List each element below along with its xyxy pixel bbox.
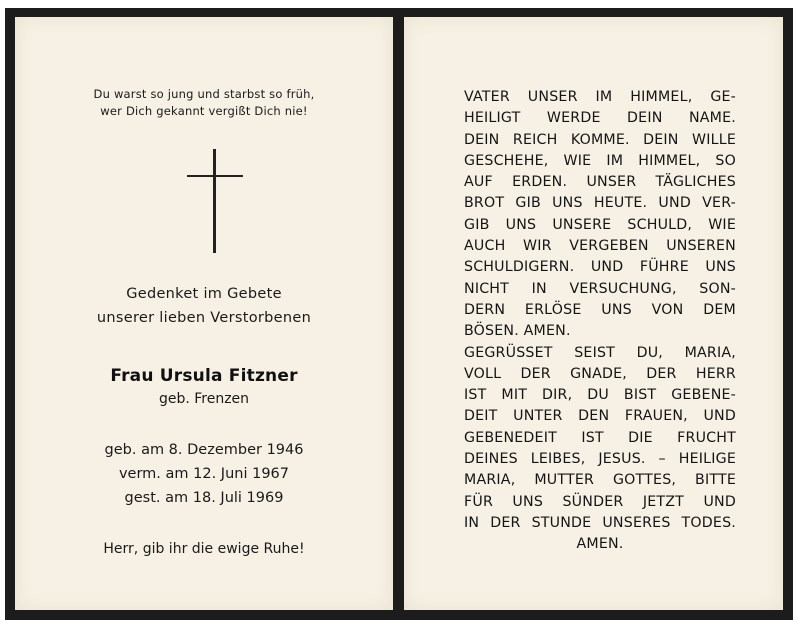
remembrance-line: Gedenket im Gebete	[126, 286, 282, 302]
prayer-line: MARIA, MUTTER GOTTES, BITTE	[464, 472, 736, 489]
prayer-line: AUF ERDEN. UNSER TÄGLICHES	[464, 174, 736, 191]
prayer-line: DEIT UNTER DEN FRAUEN, UND	[464, 408, 736, 425]
prayer-line: DERN ERLÖSE UNS VON DEM	[464, 301, 736, 318]
deceased-name: Frau Ursula Fitzner	[110, 366, 298, 386]
epigraph-line: Du warst so jung und starbst so früh,	[93, 87, 315, 101]
left-panel	[15, 17, 393, 610]
prayer-line: DEINES LEIBES, JESUS. – HEILIGE	[464, 451, 736, 468]
prayer-line: IST MIT DIR, DU BIST GEBENE-	[464, 387, 736, 404]
prayer-line: VATER UNSER IM HIMMEL, GE-	[464, 89, 736, 105]
prayer-text	[464, 87, 736, 556]
prayer-line: GEBENEDEIT IST DIE FRUCHT	[464, 429, 736, 446]
prayer-line: AMEN.	[576, 536, 624, 553]
remembrance-text	[15, 282, 393, 330]
prayer-line: FÜR UNS SÜNDER JETZT UND	[464, 493, 736, 510]
prayer-line: HEILIGT WERDE DEIN NAME.	[464, 110, 736, 127]
cross-icon	[187, 149, 243, 253]
prayer-line: DEIN REICH KOMME. DEIN WILLE	[464, 131, 736, 148]
right-panel	[404, 17, 783, 610]
prayer-line: GEGRÜSSET SEIST DU, MARIA,	[464, 344, 736, 361]
closing-blessing: Herr, gib ihr die ewige Ruhe!	[103, 541, 305, 557]
prayer-line: BROT GIB UNS HEUTE. UND VER-	[464, 195, 736, 212]
maiden-name: geb. Frenzen	[158, 391, 250, 407]
epigraph	[15, 86, 393, 120]
prayer-line: SCHULDIGERN. UND FÜHRE UNS	[464, 259, 736, 276]
remembrance-line: unserer lieben Verstorbenen	[96, 310, 312, 326]
prayer-line: NICHT IN VERSUCHUNG, SON-	[464, 280, 736, 297]
epigraph-line: wer Dich gekannt vergißt Dich nie!	[100, 104, 308, 118]
prayer-line: BÖSEN. AMEN.	[464, 323, 571, 340]
prayer-line: AUCH WIR VERGEBEN UNSEREN	[464, 238, 736, 255]
life-dates	[15, 438, 393, 510]
birth-date: geb. am 8. Dezember 1946	[104, 442, 304, 458]
prayer-line: GIB UNS UNSERE SCHULD, WIE	[464, 216, 736, 233]
marriage-date: verm. am 12. Juni 1967	[118, 466, 290, 482]
memorial-card	[5, 8, 793, 620]
death-date: gest. am 18. Juli 1969	[124, 490, 284, 506]
prayer-line: IN DER STUNDE UNSERES TODES.	[464, 514, 736, 531]
prayer-line: VOLL DER GNADE, DER HERR	[464, 365, 736, 382]
prayer-line: GESCHEHE, WIE IM HIMMEL, SO	[464, 152, 736, 169]
